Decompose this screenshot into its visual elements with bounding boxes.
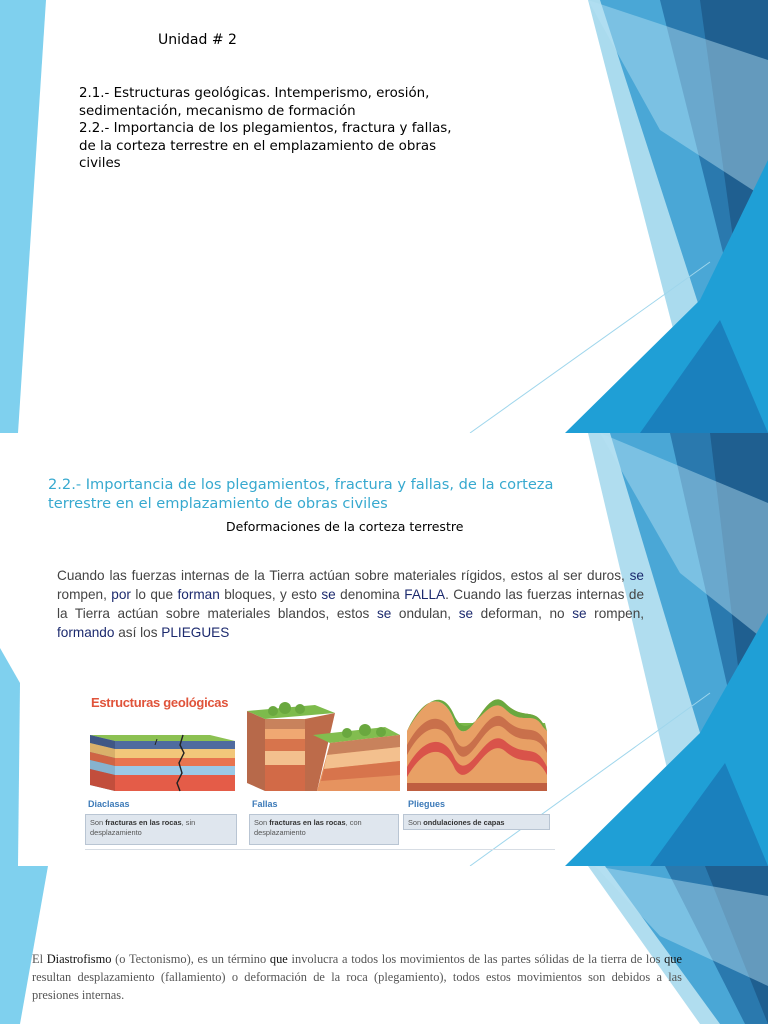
caption-bold: ondulaciones de capas bbox=[423, 818, 505, 827]
title-line: terrestre en el emplazamiento de obras civiles bbox=[48, 495, 388, 512]
keyword-formando: formando bbox=[57, 625, 115, 640]
diaclasas-label: Diaclasas bbox=[88, 799, 130, 809]
keyword-pliegues: PLIEGUES bbox=[161, 625, 230, 640]
caption-text: Son bbox=[254, 818, 268, 827]
toc-line: de la corteza terrestre en el emplazamiento de obras bbox=[79, 138, 437, 154]
pliegues-illustration bbox=[407, 699, 547, 791]
text-run: El bbox=[32, 952, 44, 966]
slide-1-decoration bbox=[0, 0, 768, 433]
fallas-illustration bbox=[247, 702, 400, 791]
keyword-se: se bbox=[572, 606, 587, 621]
unit-label: Unidad # 2 bbox=[158, 32, 237, 48]
fallas-label: Fallas bbox=[252, 799, 278, 809]
caption-text: , con desplazamiento bbox=[254, 818, 362, 837]
keyword-falla: FALLA bbox=[404, 587, 446, 602]
keyword-que: que bbox=[269, 952, 288, 966]
left-accent-shape bbox=[0, 0, 46, 433]
keyword-se: se bbox=[321, 587, 336, 602]
left-accent-shape bbox=[0, 648, 20, 866]
text-run: (o Tectonismo), es un término bbox=[115, 952, 267, 966]
slide-1 bbox=[0, 0, 768, 433]
keyword-por: por bbox=[111, 587, 131, 602]
pliegues-caption bbox=[403, 814, 550, 830]
geological-structures-figure bbox=[85, 683, 555, 851]
diaclasas-illustration bbox=[90, 735, 235, 791]
text-run: así los bbox=[118, 625, 158, 640]
table-of-contents bbox=[79, 85, 499, 173]
keyword-que: que bbox=[664, 952, 682, 966]
text-run: rompen, bbox=[594, 606, 645, 621]
keyword-se: se bbox=[458, 606, 474, 621]
pliegues-label: Pliegues bbox=[408, 799, 446, 809]
text-run: resultan desplazamiento (fallamiento) o deformación de la roca (plegamiento), todos estos movimientos son debidos a las presiones internas. bbox=[32, 970, 682, 1002]
diastrofismo-paragraph bbox=[32, 950, 682, 1004]
text-run: . Cuando las fuerzas internas de la Tierra actúan sobre materiales blandos, estos bbox=[57, 587, 645, 621]
text-run: Cuando las fuerzas internas de la Tierra actúan sobre materiales rígidos, estos al ser duros, bbox=[57, 568, 625, 583]
text-run: rompen, bbox=[57, 587, 107, 602]
toc-line: 2.1.- Estructuras geológicas. Intemperismo, erosión, bbox=[79, 86, 430, 101]
caption-bold: fracturas en las rocas bbox=[105, 818, 182, 827]
slide-2-title bbox=[48, 475, 588, 513]
toc-line: sedimentación, mecanismo de formación bbox=[79, 103, 356, 119]
keyword-se: se bbox=[629, 568, 644, 583]
slide-2-subtitle: Deformaciones de la corteza terrestre bbox=[226, 519, 464, 534]
keyword-se: se bbox=[376, 606, 392, 621]
diaclasas-caption bbox=[85, 814, 237, 845]
slide-2 bbox=[0, 433, 768, 866]
deformation-paragraph bbox=[57, 566, 644, 642]
figure-divider bbox=[85, 849, 555, 850]
caption-text: , sin desplazamiento bbox=[90, 818, 196, 837]
caption-bold: fracturas en las rocas bbox=[269, 818, 346, 827]
text-run: bloques, y esto bbox=[224, 587, 317, 602]
text-run: ondulan, bbox=[398, 606, 452, 621]
fallas-caption bbox=[249, 814, 399, 845]
caption-text: Son bbox=[408, 818, 422, 827]
caption-text: Son bbox=[90, 818, 104, 827]
text-run: involucra a todos los movimientos de las partes sólidas de la tierra de los bbox=[291, 952, 661, 966]
title-line: 2.2.- Importancia de los plegamientos, fractura y fallas, de la corteza bbox=[48, 476, 554, 493]
text-run: deforman, no bbox=[480, 606, 565, 621]
keyword-forman: forman bbox=[177, 587, 220, 602]
keyword-diastrofismo: Diastrofismo bbox=[46, 952, 112, 966]
figure-title: Estructuras geológicas bbox=[91, 695, 229, 710]
toc-line: 2.2.- Importancia de los plegamientos, fractura y fallas, bbox=[79, 121, 452, 136]
slide-3 bbox=[0, 866, 768, 1024]
toc-line: civiles bbox=[79, 156, 121, 171]
text-run: denomina bbox=[340, 587, 400, 602]
text-run: lo que bbox=[135, 587, 174, 602]
